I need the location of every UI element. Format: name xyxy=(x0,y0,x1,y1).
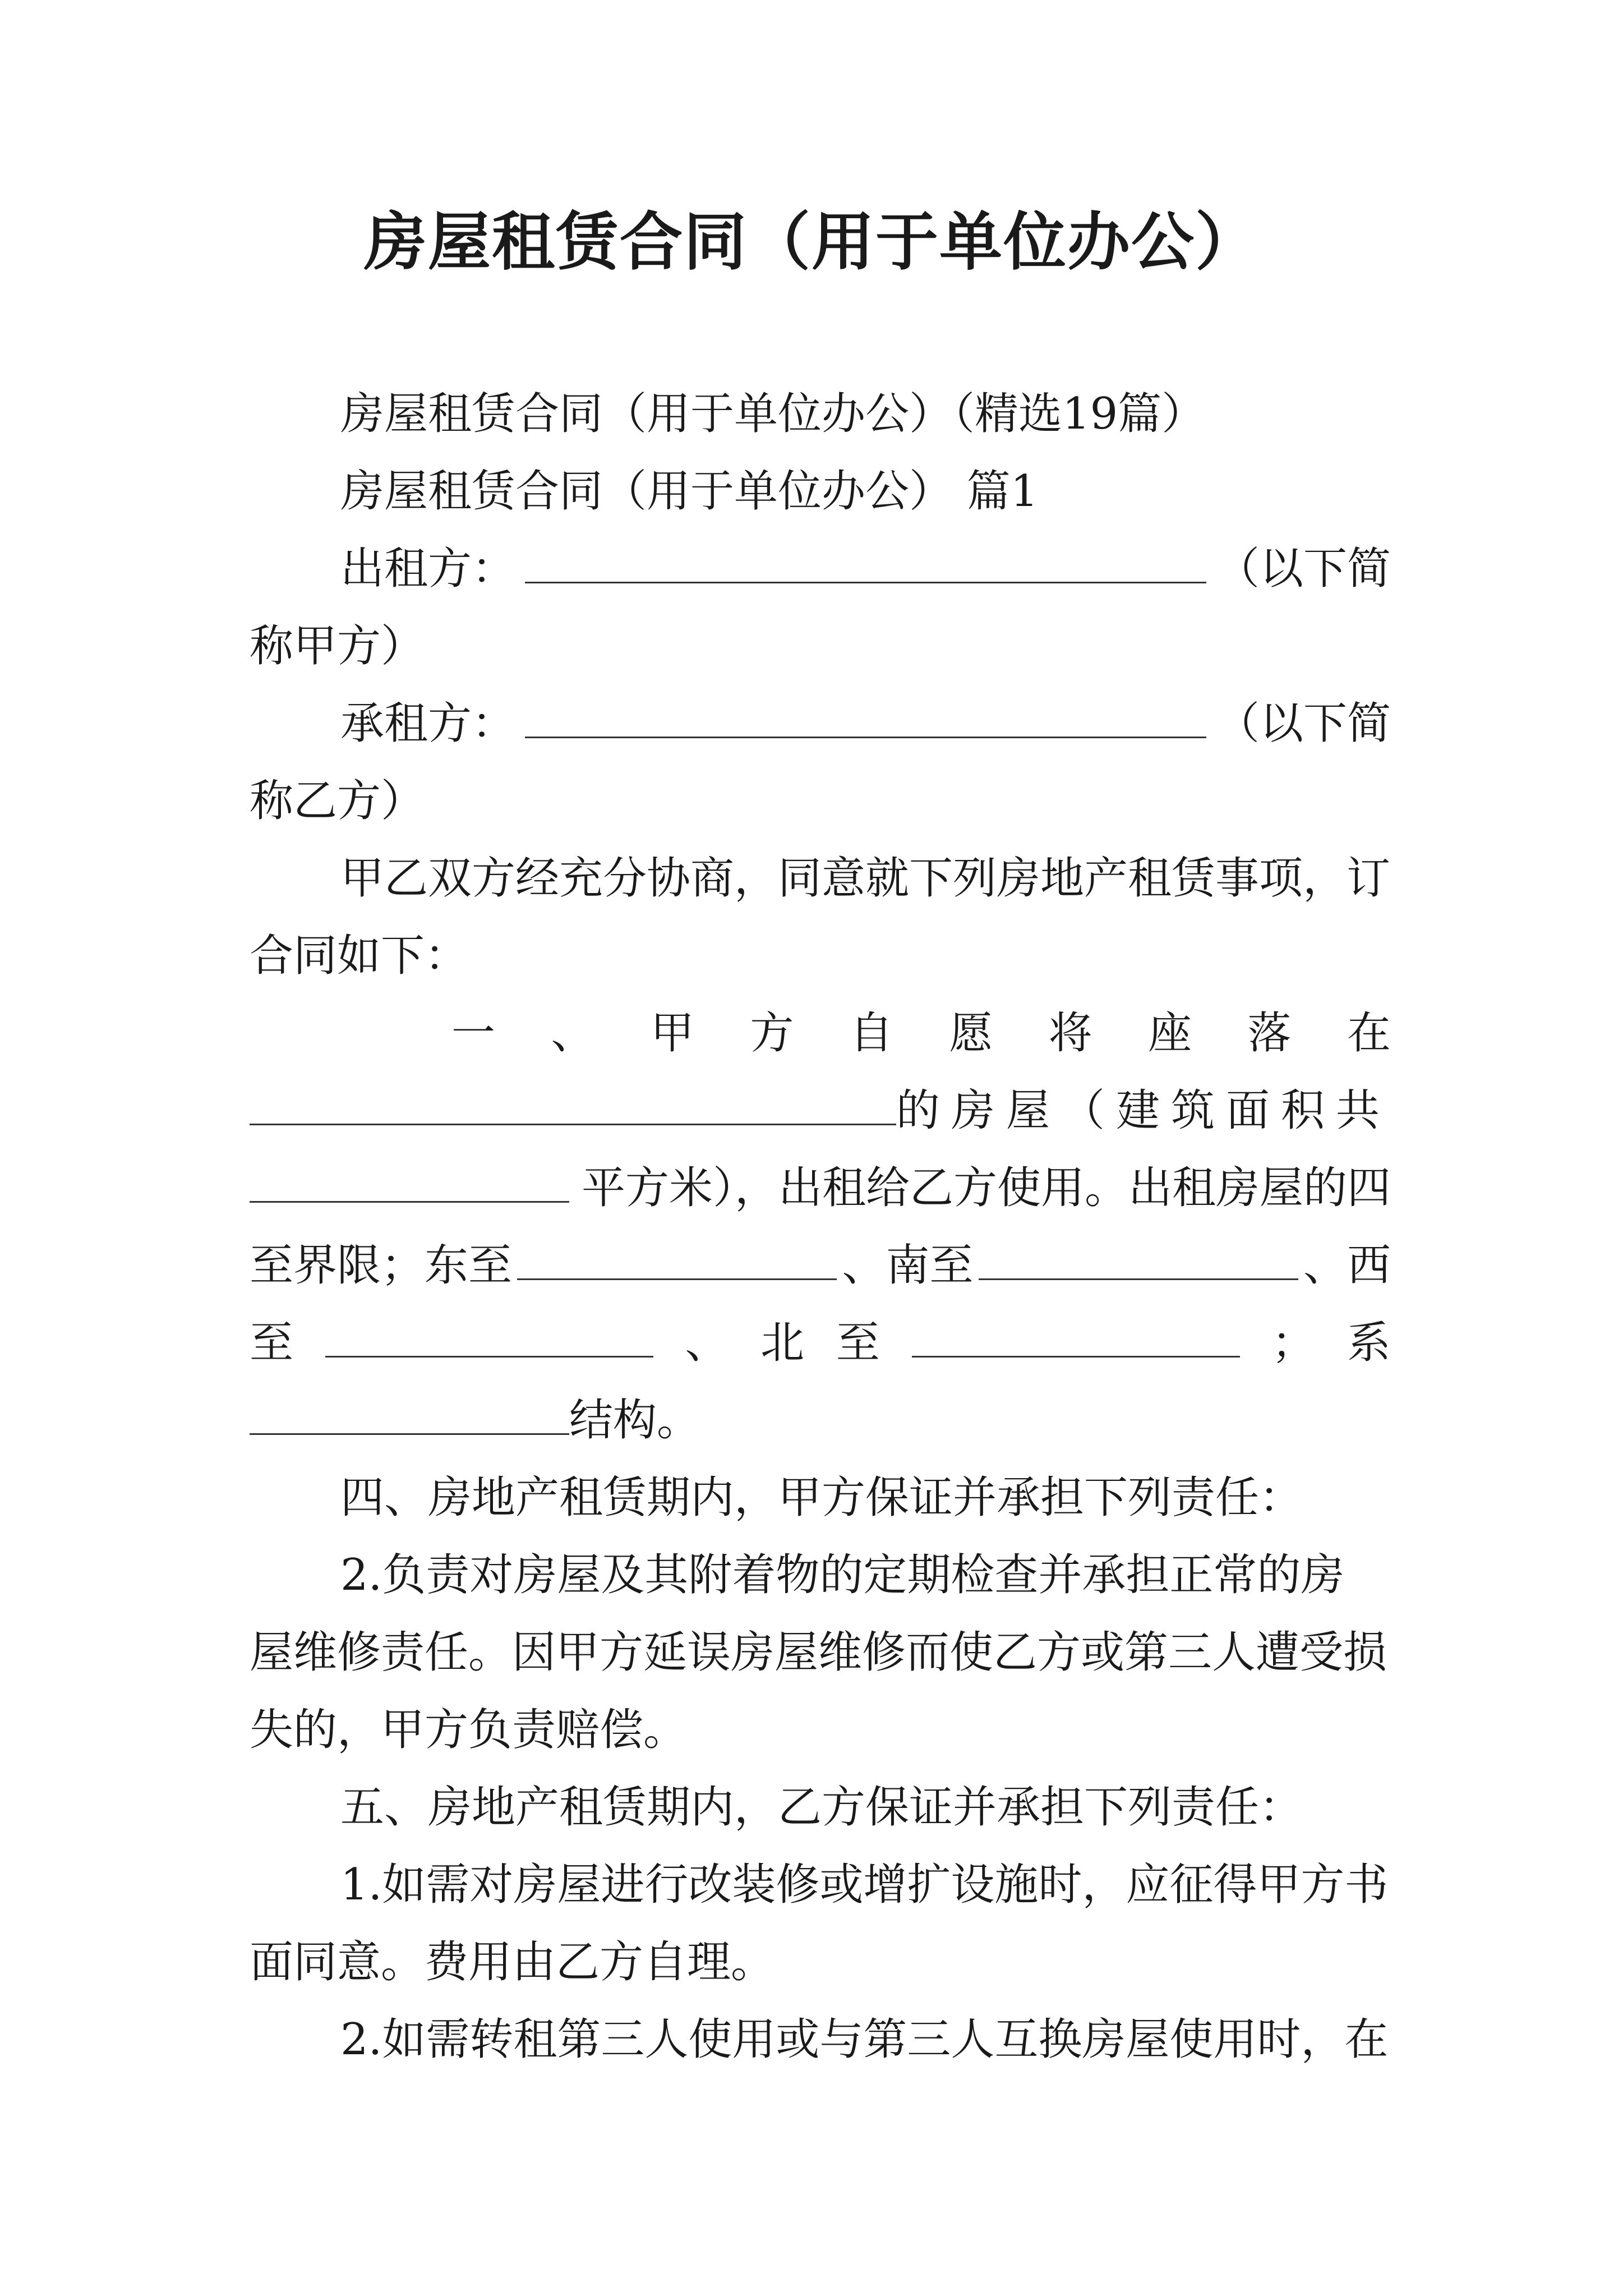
lessee-label: 承租方： xyxy=(340,698,516,749)
unit-text: 平方米），出租给乙方使用。出租房屋的四 xyxy=(581,1163,1391,1213)
clause1-char: 落 xyxy=(1247,1008,1292,1059)
subtitle-line: 房屋租赁合同（用于单位办公）（精选19篇） xyxy=(340,389,1206,439)
east-blank xyxy=(517,1239,837,1280)
clause1-line-1 xyxy=(250,994,1391,1073)
clause4-item2-line3: 失的，甲方负责赔偿。 xyxy=(250,1705,688,1755)
clause1-char: 将 xyxy=(1048,1008,1092,1059)
north-char: 北 xyxy=(760,1318,805,1368)
clause5-item1-line2: 面同意。费用由乙方自理。 xyxy=(250,1937,775,1987)
lessee-continuation: 称乙方） xyxy=(250,776,425,826)
clause4-heading: 四、房地产租赁期内，甲方保证并承担下列责任： xyxy=(340,1473,1303,1523)
area-blank xyxy=(250,1162,569,1203)
clause1-char: 一 xyxy=(451,1008,496,1059)
area-text: 的房屋（建筑面积共 xyxy=(896,1085,1391,1136)
lessee-suffix: （以下简 xyxy=(1215,698,1391,749)
clause1-char: 方 xyxy=(750,1008,794,1059)
lessor-continuation: 称甲方） xyxy=(250,621,425,671)
lessor-suffix: （以下简 xyxy=(1215,544,1391,594)
clause1-line-6 xyxy=(250,1381,1391,1460)
clause5-item2-line1: 2.如需转租第三人使用或与第三人互换房屋使用时，在 xyxy=(340,2014,1389,2065)
clause1-char: 自 xyxy=(849,1008,893,1059)
intro-line-1: 甲乙双方经充分协商，同意就下列房地产租赁事项，订 xyxy=(340,853,1391,904)
lessor-label: 出租方： xyxy=(340,544,516,594)
clause1-char: 、 xyxy=(551,1008,595,1059)
boundary-label: 至界限；东至 xyxy=(250,1240,513,1291)
location-blank xyxy=(250,1084,896,1125)
clause1-line-3 xyxy=(250,1149,1391,1227)
lessor-blank xyxy=(525,542,1206,583)
clause1-line-4 xyxy=(250,1226,1391,1305)
structure-label: 系 xyxy=(1347,1318,1391,1368)
west-blank xyxy=(325,1317,653,1358)
lessor-line xyxy=(250,530,1391,608)
intro-line-2: 合同如下： xyxy=(250,931,469,981)
clause4-item2-line2: 屋维修责任。因甲方延误房屋维修而使乙方或第三人遭受损 xyxy=(250,1627,1387,1678)
document-title: 房屋租赁合同（用于单位办公） xyxy=(364,205,1259,279)
clause1-char: 座 xyxy=(1148,1008,1192,1059)
clause1-char: 愿 xyxy=(949,1008,993,1059)
clause5-item1-line1: 1.如需对房屋进行改装修或增扩设施时，应征得甲方书 xyxy=(340,1860,1389,1910)
north-char: 、 xyxy=(685,1318,729,1368)
clause1-char: 甲 xyxy=(650,1008,694,1059)
west-label-end: 至 xyxy=(250,1318,294,1368)
semicolon: ； xyxy=(1271,1318,1316,1368)
south-label: 、南至 xyxy=(842,1240,974,1291)
clause4-item2-line1: 2.负责对房屋及其附着物的定期检查并承担正常的房 xyxy=(340,1550,1345,1600)
north-blank xyxy=(912,1317,1240,1358)
clause5-heading: 五、房地产租赁期内，乙方保证并承担下列责任： xyxy=(340,1782,1303,1833)
clause1-line-5 xyxy=(250,1304,1391,1382)
south-blank xyxy=(979,1239,1298,1280)
structure-end: 结构。 xyxy=(569,1395,701,1446)
clause1-line-2 xyxy=(250,1071,1391,1150)
lessee-line xyxy=(250,684,1391,763)
north-char: 至 xyxy=(836,1318,880,1368)
clause1-char: 在 xyxy=(1347,1008,1391,1059)
west-label: 、西 xyxy=(1303,1240,1391,1291)
article-heading: 房屋租赁合同（用于单位办公） 篇1 xyxy=(340,466,1039,517)
lessee-blank xyxy=(525,697,1206,738)
structure-blank xyxy=(250,1394,569,1435)
